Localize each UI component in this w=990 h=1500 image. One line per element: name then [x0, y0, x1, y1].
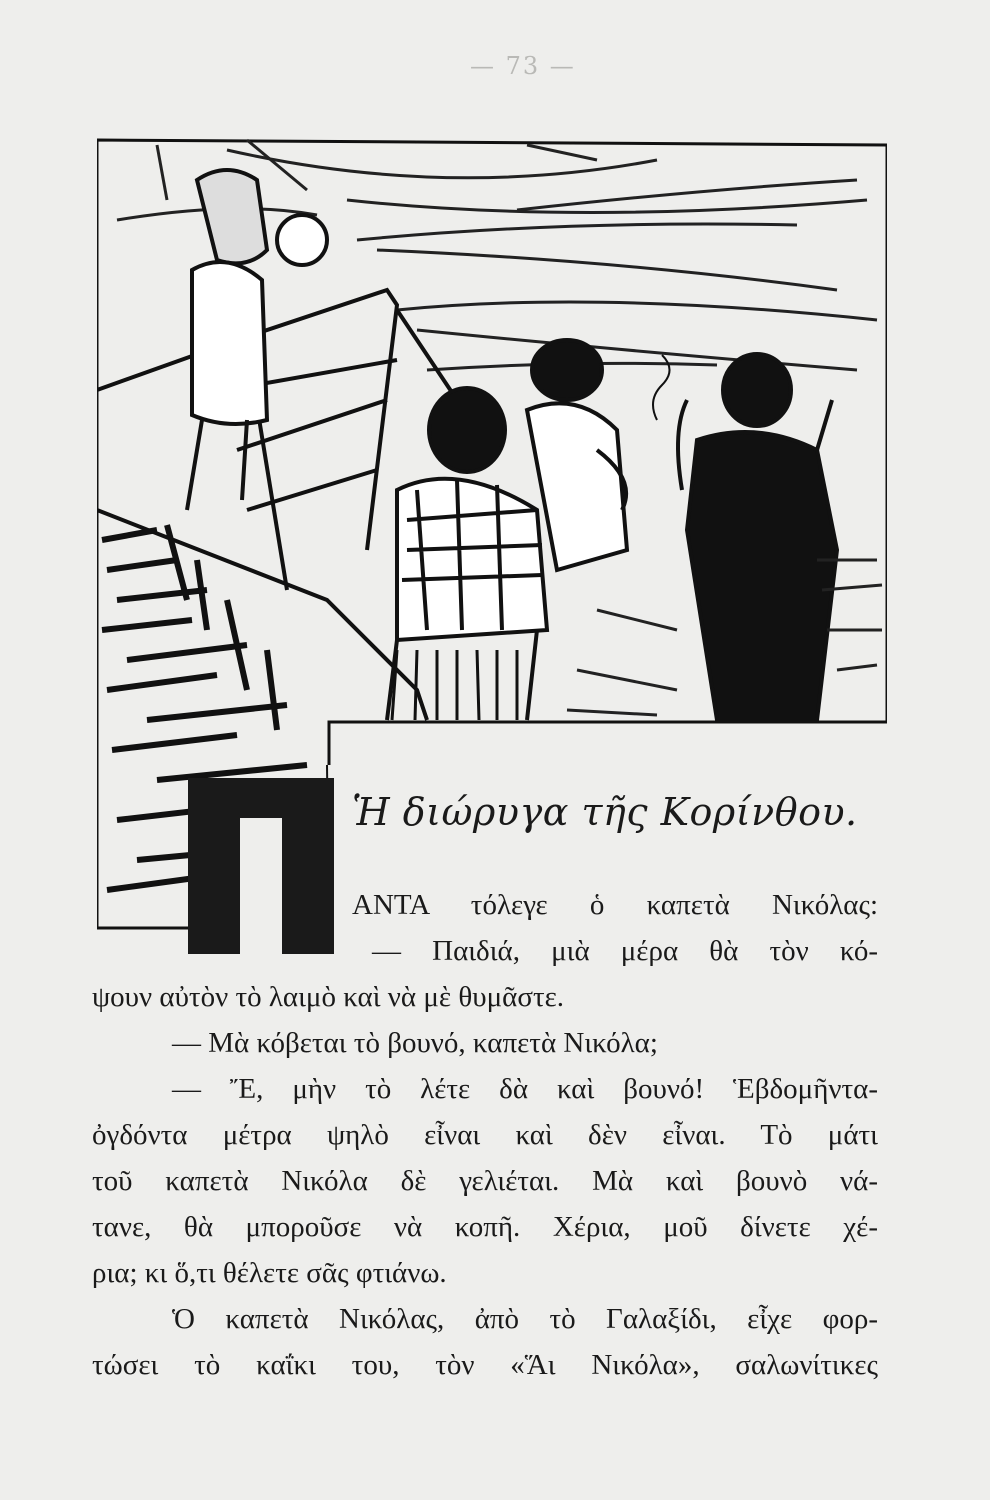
text-line: τανε, θὰ μποροῦσε νὰ κοπῆ. Χέρια, μοῦ δίνετε χέ- — [92, 1211, 878, 1243]
text-line: τώσει τὸ καΐκι του, τὸν «Ἅι Νικόλα», σαλωνίτικες — [92, 1349, 878, 1381]
text-line: τοῦ καπετὰ Νικόλα δὲ γελιέται. Μὰ καὶ βουνὸ νά- — [92, 1165, 878, 1197]
text-line: ψουν αὐτὸν τὸ λαιμὸ καὶ νὰ μὲ θυμᾶστε. — [92, 981, 565, 1013]
text-line: — Μὰ κόβεται τὸ βουνό, καπετὰ Νικόλα; — [172, 1027, 658, 1059]
text-line: ΑΝΤΑ τόλεγε ὁ καπετὰ Νικόλας: — [352, 889, 878, 921]
drop-cap — [188, 778, 334, 954]
text-line: — Ἔ, μὴν τὸ λέτε δὰ καὶ βουνό! Ἑβδομῆντα- — [172, 1073, 878, 1105]
text-line: Ὁ καπετὰ Νικόλας, ἀπὸ τὸ Γαλαξίδι, εἶχε φορ- — [172, 1303, 878, 1335]
page-number: — 73 — — [470, 52, 576, 80]
text-line: ὀγδόντα μέτρα ψηλὸ εἶναι καὶ δὲν εἶναι. Τὸ μάτι — [92, 1119, 878, 1151]
text-line: ρια; κι ὅ,τι θέλετε σᾶς φτιάνω. — [92, 1257, 447, 1289]
chapter-title: Ἡ διώρυγα τῆς Κορίνθου. — [352, 790, 858, 834]
text-line: — Παιδιά, μιὰ μέρα θὰ τὸν κό- — [372, 935, 878, 967]
